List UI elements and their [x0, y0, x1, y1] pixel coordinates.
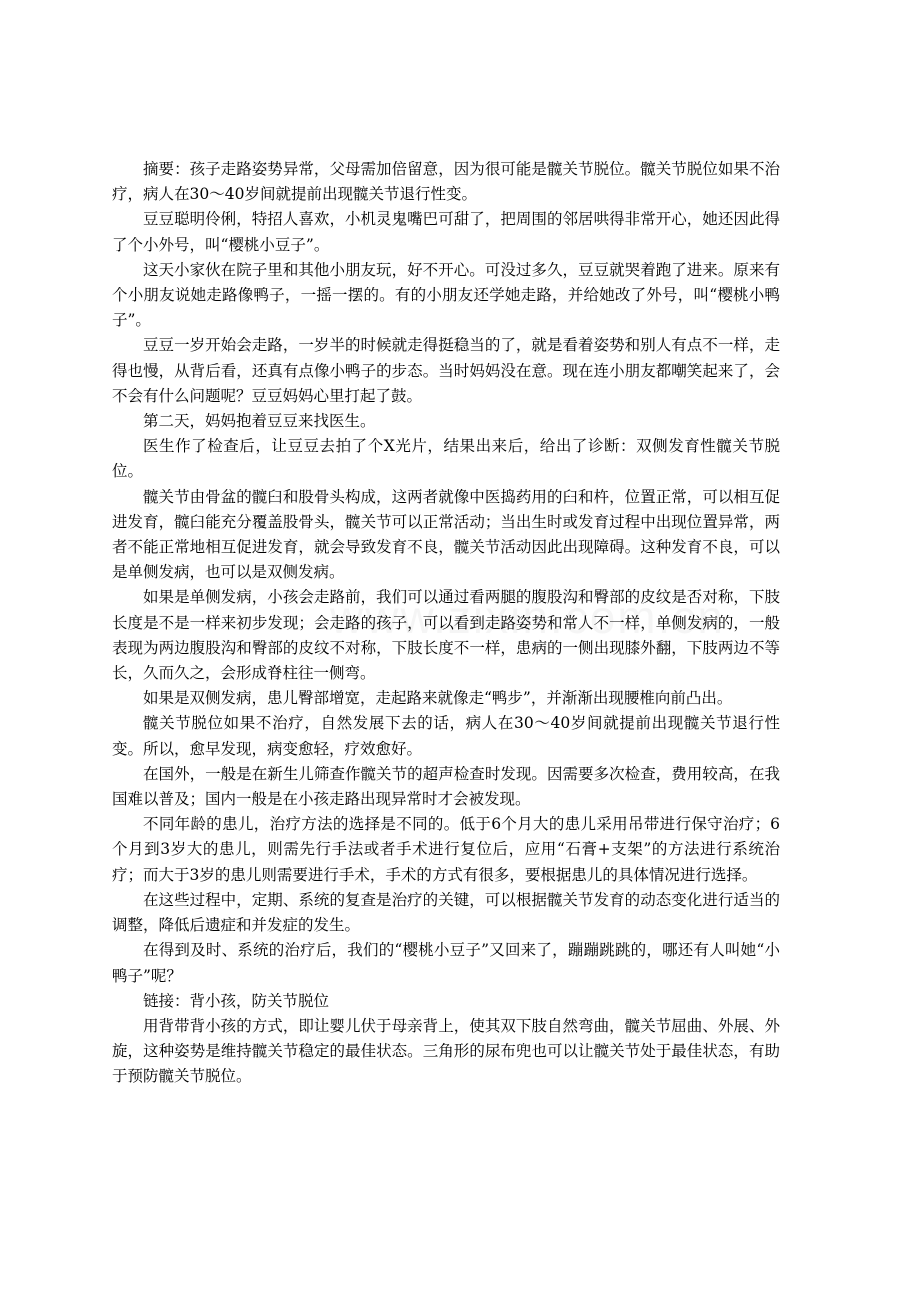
body-paragraph: 在国外，一般是在新生儿筛查作髋关节的超声检查时发现。因需要多次检查，费用较高，在我国难以普及；国内一般是在小孩走路出现异常时才会被发现。	[112, 764, 780, 809]
body-paragraph: 如果是双侧发病，患儿臀部增宽，走起路来就像走“鸭步”，并渐渐出现腰椎向前凸出。	[143, 689, 733, 708]
body-paragraph: 髋关节脱位如果不治疗，自然发展下去的话，病人在30～40岁间就提前出现髋关节退行性变。所以，愈早发现，病变愈轻，疗效愈好。	[112, 714, 780, 758]
document-body	[112, 157, 780, 1090]
body-paragraph: 这天小家伙在院子里和其他小朋友玩，好不开心。可没过多久，豆豆就哭着跑了进来。原来有个小朋友说她走路像鸭子，一摇一摆的。有的小朋友还学她走路，并给她改了外号，叫“樱桃小鸭子”。	[112, 260, 780, 330]
body-paragraph: 第二天，妈妈抱着豆豆来找医生。	[143, 412, 376, 431]
body-paragraph: 不同年龄的患儿，治疗方法的选择是不同的。低于6个月大的患儿采用吊带进行保守治疗；6个月到3岁大的患儿，则需先行手法或者手术进行复位后，应用“石膏+支架”的方法进行系统治疗；而大于3岁的患儿则需要进行手术，手术的方式有很多，要根据患儿的具体情况进行选择。	[112, 815, 780, 884]
abstract-paragraph: 摘要：孩子走路姿势异常，父母需加倍留意，因为很可能是髋关节脱位。髋关节脱位如果不治疗，病人在30～40岁间就提前出现髋关节退行性变。	[112, 160, 780, 204]
body-paragraph: 在这些过程中，定期、系统的复查是治疗的关键，可以根据髋关节发育的动态变化进行适当的调整，降低后遗症和并发症的发生。	[112, 890, 780, 935]
body-paragraph: 用背带背小孩的方式，即让婴儿伏于母亲背上，使其双下肢自然弯曲，髋关节屈曲、外展、外旋，这种姿势是维持髋关节稳定的最佳状态。三角形的尿布兜也可以让髋关节处于最佳状态，有助于预防髋关节脱位。	[112, 1016, 780, 1086]
body-paragraph: 豆豆一岁开始会走路，一岁半的时候就走得挺稳当的了，就是看着姿势和别人有点不一样，走得也慢，从背后看，还真有点像小鸭子的步态。当时妈妈没在意。现在连小朋友都嘲笑起来了，会不会有什么问题呢？豆豆妈妈心里打起了鼓。	[112, 336, 780, 405]
body-paragraph: 在得到及时、系统的治疗后，我们的“樱桃小豆子”又回来了，蹦蹦跳跳的，哪还有人叫她“小鸭子”呢？	[112, 941, 780, 985]
body-paragraph: 如果是单侧发病，小孩会走路前，我们可以通过看两腿的腹股沟和臀部的皮纹是否对称，下肢长度是不是一样来初步发现；会走路的孩子，可以看到走路姿势和常人不一样，单侧发病的，一般表现为两边腹股沟和臀部的皮纹不对称，下肢长度不一样，患病的一侧出现膝外翻，下肢两边不等长，久而久之，会形成脊柱往一侧弯。	[112, 588, 780, 683]
body-paragraph: 医生作了检查后，让豆豆去拍了个X光片，结果出来后，给出了诊断：双侧发育性髋关节脱位。	[112, 437, 780, 481]
body-paragraph: 豆豆聪明伶俐，特招人喜欢，小机灵鬼嘴巴可甜了，把周围的邻居哄得非常开心，她还因此得了个小外号，叫“樱桃小豆子”。	[112, 210, 780, 254]
link-heading: 链接：背小孩，防关节脱位	[143, 991, 330, 1010]
body-paragraph: 髋关节由骨盆的髋臼和股骨头构成，这两者就像中医捣药用的臼和杵，位置正常，可以相互促进发育，髋臼能充分覆盖股骨头，髋关节可以正常活动；当出生时或发育过程中出现位置异常，两者不能正常地相互促进发育，就会导致发育不良，髋关节活动因此出现障碍。这种发育不良，可以是单侧发病，也可以是双侧发病。	[112, 487, 780, 582]
